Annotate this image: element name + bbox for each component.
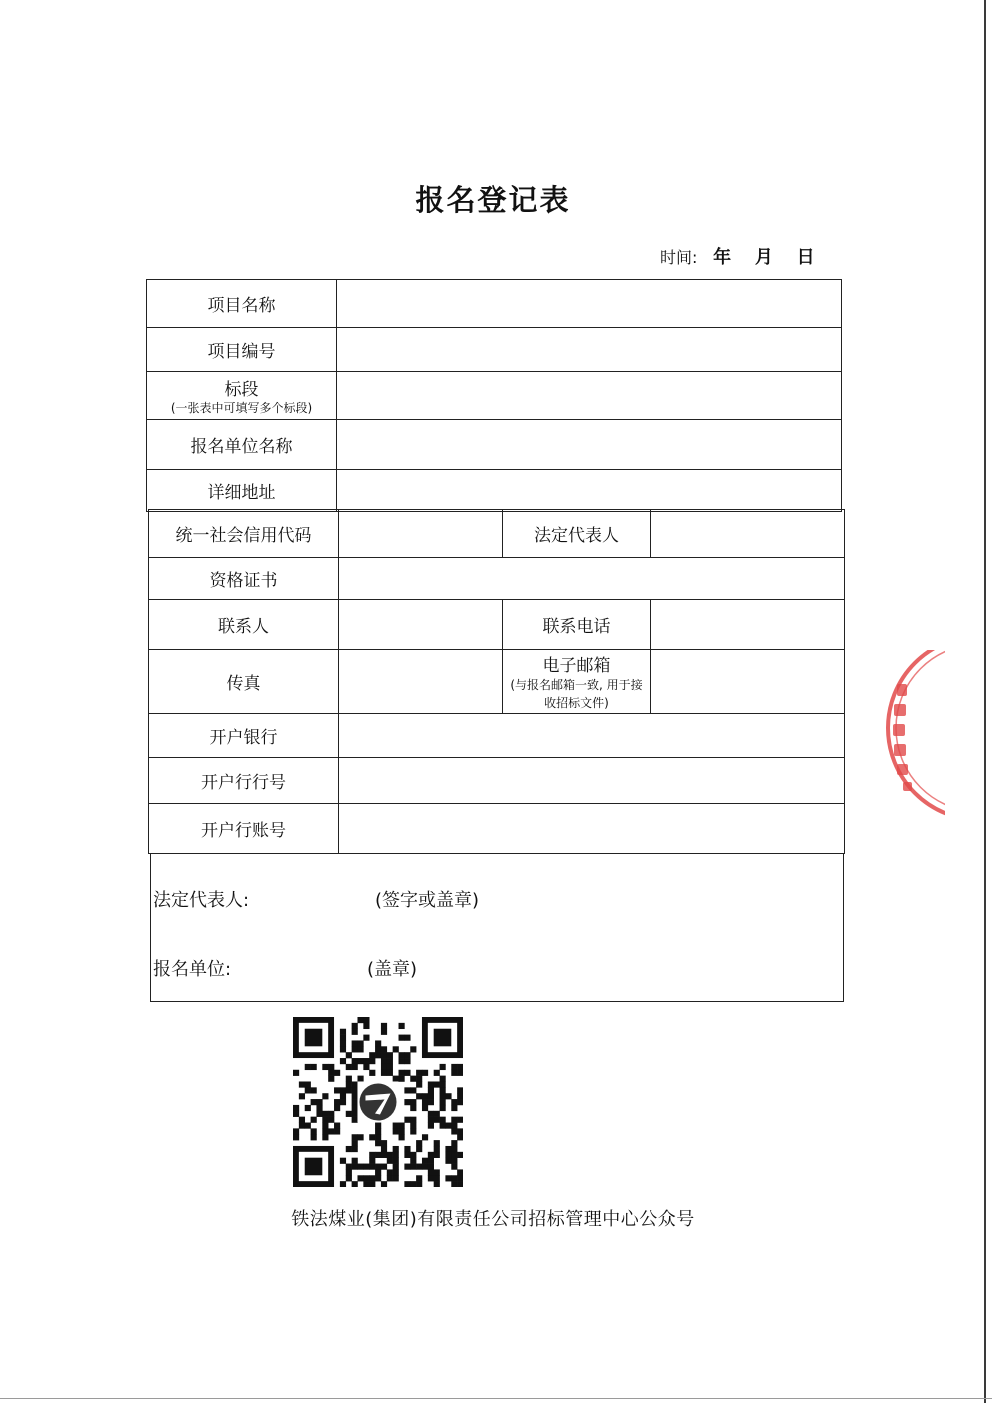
label-bank: 开户银行 <box>149 714 339 758</box>
seal-graphic <box>885 650 945 816</box>
label-section <box>147 372 337 420</box>
field-credit-code[interactable] <box>339 510 503 558</box>
signature-box <box>150 853 844 1002</box>
field-address[interactable] <box>337 470 842 512</box>
label-email <box>503 650 651 714</box>
date-label: 时间: <box>660 248 698 267</box>
signature-unit-label: 报名单位: <box>153 959 232 980</box>
page-title: 报名登记表 <box>415 183 571 217</box>
registration-table-bottom <box>148 509 845 854</box>
label-project-no: 项目编号 <box>147 328 337 372</box>
label-section-note: (一张表中可填写多个标段) <box>170 401 313 415</box>
label-legal-rep: 法定代表人 <box>503 510 651 558</box>
label-email-note: (与报名邮箱一致, 用于接收招标文件) <box>510 678 643 710</box>
label-address: 详细地址 <box>147 470 337 512</box>
label-phone: 联系电话 <box>503 600 651 650</box>
field-legal-rep[interactable] <box>651 510 845 558</box>
signature-rep-row[interactable] <box>153 886 480 912</box>
signature-rep-note: (签字或盖章) <box>375 890 480 911</box>
field-email[interactable] <box>651 650 845 714</box>
label-certificate: 资格证书 <box>149 558 339 600</box>
label-bank-no: 开户行行号 <box>149 758 339 804</box>
date-month: 月 <box>754 247 773 268</box>
field-account[interactable] <box>339 804 845 854</box>
label-contact: 联系人 <box>149 600 339 650</box>
label-credit-code: 统一社会信用代码 <box>149 510 339 558</box>
field-project-no[interactable] <box>337 328 842 372</box>
label-fax: 传真 <box>149 650 339 714</box>
registration-table-top <box>146 279 842 512</box>
qr-caption: 铁法煤业(集团)有限责任公司招标管理中心公众号 <box>291 1209 695 1230</box>
label-company-name: 报名单位名称 <box>147 420 337 470</box>
signature-rep-label: 法定代表人: <box>153 890 250 911</box>
signature-unit-row[interactable] <box>153 955 418 981</box>
field-certificate[interactable] <box>339 558 845 600</box>
date-line <box>660 243 850 269</box>
label-section-main: 标段 <box>224 380 259 400</box>
label-email-main: 电子邮箱 <box>542 656 611 676</box>
field-fax[interactable] <box>339 650 503 714</box>
field-phone[interactable] <box>651 600 845 650</box>
label-account: 开户行账号 <box>149 804 339 854</box>
field-company-name[interactable] <box>337 420 842 470</box>
page-edge-bottom <box>0 1398 992 1399</box>
field-project-name[interactable] <box>337 280 842 328</box>
date-day: 日 <box>796 247 815 268</box>
qr-graphic <box>293 1017 463 1187</box>
field-contact[interactable] <box>339 600 503 650</box>
wechat-qr-code <box>293 1017 463 1187</box>
field-bank-no[interactable] <box>339 758 845 804</box>
field-bank[interactable] <box>339 714 845 758</box>
company-seal-partial <box>885 650 945 816</box>
date-year: 年 <box>713 247 732 268</box>
label-project-name: 项目名称 <box>147 280 337 328</box>
signature-unit-note: (盖章) <box>367 959 418 980</box>
field-section[interactable] <box>337 372 842 420</box>
